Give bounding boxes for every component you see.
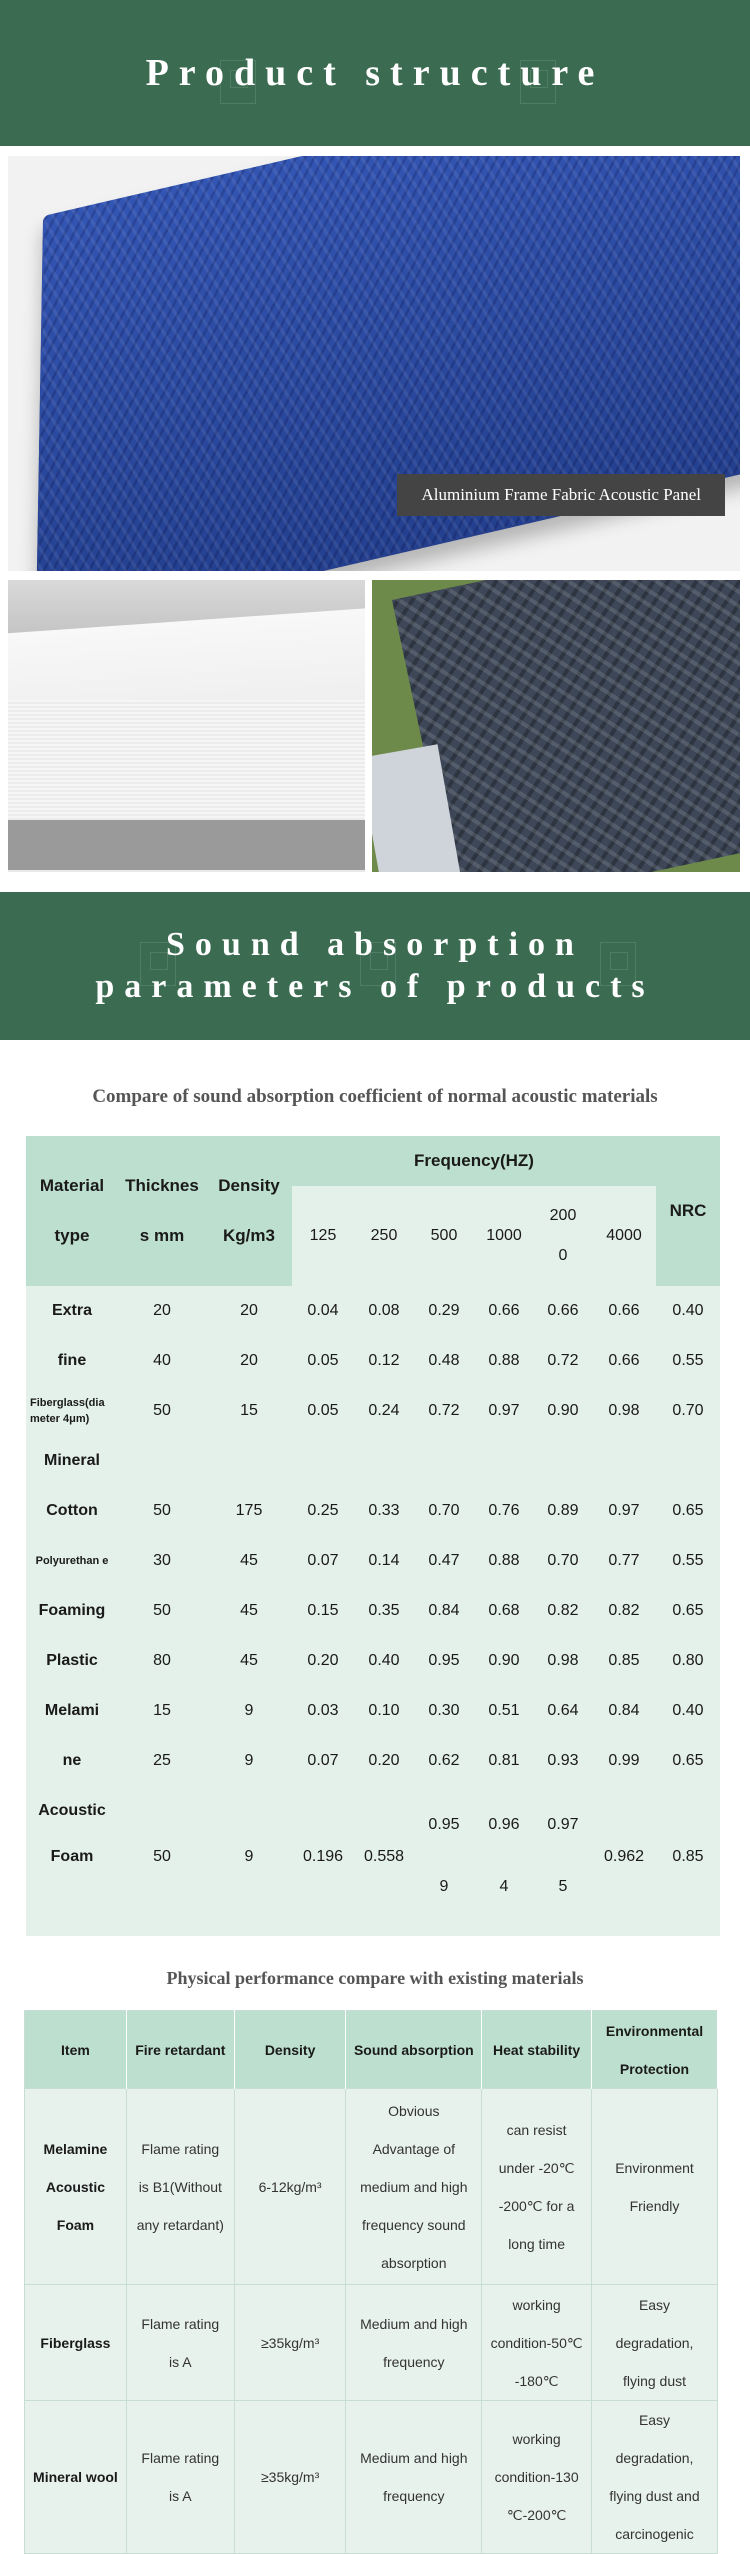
cell-value: 0.98 xyxy=(547,1652,579,1669)
watermark-logo xyxy=(140,942,176,986)
table-row xyxy=(26,1736,720,1786)
watermark-logo xyxy=(520,60,556,104)
cell-item: Mineral wool xyxy=(25,2401,127,2554)
cell-value-part: 0.97 xyxy=(547,1816,579,1833)
cell-thickness xyxy=(118,1436,206,1486)
cell-value: 0.97 xyxy=(608,1502,640,1519)
cell-fire: Flame rating is A xyxy=(126,2285,234,2401)
cell-value: 0.05 xyxy=(307,1352,339,1369)
cell-value: 0.62 xyxy=(428,1752,460,1769)
table-row xyxy=(26,1386,720,1436)
cell-nrc: 0.40 xyxy=(672,1302,704,1319)
table1-title: Compare of sound absorption coefficient of normal acoustic materials xyxy=(92,1086,658,1107)
cell-value-part: 0.95 xyxy=(428,1816,460,1833)
header-freq-500: 500 xyxy=(414,1186,474,1286)
cell-value: 0.962 xyxy=(603,1848,645,1865)
header-freq-1000: 1000 xyxy=(474,1186,534,1286)
table-row xyxy=(25,2285,718,2401)
cell-value: 0.84 xyxy=(608,1702,640,1719)
table-row xyxy=(26,1686,720,1736)
cell-thickness: 50 xyxy=(153,1502,171,1519)
cell-value: 0.97 xyxy=(488,1402,520,1419)
cell-density: ≥35kg/m³ xyxy=(234,2285,346,2401)
cell-material: Mineral xyxy=(43,1452,100,1469)
cell-value: 0.84 xyxy=(428,1602,460,1619)
section-title-line1: Sound absorption xyxy=(166,926,584,963)
cell-thickness: 20 xyxy=(153,1302,171,1319)
cell-value: 0.04 xyxy=(307,1302,339,1319)
cell-density xyxy=(206,1436,292,1486)
header-density-label: Density xyxy=(218,1176,280,1195)
cell-value xyxy=(414,1436,474,1486)
cell-density: ≥35kg/m³ xyxy=(234,2401,346,2554)
cell-item: Fiberglass xyxy=(25,2285,127,2401)
cell-value: 0.20 xyxy=(307,1652,339,1669)
cell-value: 0.35 xyxy=(368,1602,400,1619)
table2-title: Physical performance compare with existing materials xyxy=(166,1968,584,1988)
header-freq-125: 125 xyxy=(292,1186,354,1286)
cell-density: 9 xyxy=(244,1848,254,1865)
cell-nrc: 0.80 xyxy=(672,1652,704,1669)
cell-value: 0.82 xyxy=(608,1602,640,1619)
cell-thickness: 50 xyxy=(153,1602,171,1619)
cell-value xyxy=(354,1436,414,1486)
cell-value: 0.95 xyxy=(428,1652,460,1669)
cell-value: 0.81 xyxy=(488,1752,520,1769)
cell-density: 9 xyxy=(244,1702,254,1719)
cell-value-part: 0.96 xyxy=(488,1816,520,1833)
header-density xyxy=(206,1136,292,1286)
cell-value xyxy=(474,1436,534,1486)
cell-value: 0.99 xyxy=(608,1752,640,1769)
cell-value: 0.93 xyxy=(547,1752,579,1769)
foam-shadow xyxy=(8,820,365,870)
cell-value: 0.03 xyxy=(307,1702,339,1719)
cell-material: fine xyxy=(57,1352,87,1369)
cell-thickness: 30 xyxy=(153,1552,171,1569)
cell-density: 9 xyxy=(244,1752,254,1769)
cell-value: 0.25 xyxy=(307,1502,339,1519)
header-material-sub: type xyxy=(54,1226,90,1245)
cell-nrc: 0.65 xyxy=(672,1602,704,1619)
cell-nrc: 0.85 xyxy=(672,1848,704,1865)
cell-density: 20 xyxy=(240,1302,258,1319)
cell-heat: can resist under -20℃ -200℃ for a long time xyxy=(482,2089,592,2285)
cell-value: 0.10 xyxy=(368,1702,400,1719)
header-fire-retardant: Fire retardant xyxy=(126,2011,234,2089)
cell-value: 0.24 xyxy=(368,1402,400,1419)
table-row xyxy=(26,1786,720,1836)
cell-thickness: 50 xyxy=(153,1402,171,1419)
cell-value: 0.15 xyxy=(307,1602,339,1619)
cell-value: 0.08 xyxy=(368,1302,400,1319)
cell-value: 0.29 xyxy=(428,1302,460,1319)
cell-value: 0.89 xyxy=(547,1502,579,1519)
section-title: Product structure xyxy=(145,52,605,94)
cell-density: 15 xyxy=(240,1402,258,1419)
cell-thickness: 80 xyxy=(153,1652,171,1669)
table-row xyxy=(26,1486,720,1536)
header-material-label: Material xyxy=(39,1176,105,1195)
header-density: Density xyxy=(234,2011,346,2089)
sound-absorption-table xyxy=(26,1136,720,1936)
cell-value: 0.14 xyxy=(368,1552,400,1569)
table-row xyxy=(26,1286,720,1336)
header-material xyxy=(26,1136,118,1286)
cell-env: Easy degradation, flying dust and carcinogenic xyxy=(592,2401,718,2554)
cell-density: 45 xyxy=(240,1652,258,1669)
acoustic-panel-photo xyxy=(8,156,740,571)
watermark-logo xyxy=(220,60,256,104)
cell-value: 0.88 xyxy=(488,1352,520,1369)
cell-material: Melami xyxy=(44,1702,100,1719)
cell-nrc: 0.55 xyxy=(672,1552,704,1569)
cell-material: Polyurethan e xyxy=(35,1555,109,1567)
cell-value: 0.12 xyxy=(368,1352,400,1369)
cell-value: 0.82 xyxy=(547,1602,579,1619)
cell-value xyxy=(534,1816,592,1936)
cell-value: 0.98 xyxy=(608,1402,640,1419)
cell-thickness: 15 xyxy=(153,1702,171,1719)
cell-value: 0.88 xyxy=(488,1552,520,1569)
header-thickness xyxy=(118,1136,206,1286)
cell-material: Plastic xyxy=(46,1652,98,1669)
header-freq-4000: 4000 xyxy=(592,1186,656,1286)
header-frequency: Frequency(HZ) xyxy=(292,1136,656,1186)
cell-material: Foaming xyxy=(38,1602,106,1619)
header-freq-250: 250 xyxy=(354,1186,414,1286)
cell-value: 0.77 xyxy=(608,1552,640,1569)
table-row xyxy=(25,2089,718,2285)
header-sound-absorption: Sound absorption xyxy=(346,2011,482,2089)
cell-nrc: 0.65 xyxy=(672,1502,704,1519)
cell-value: 0.196 xyxy=(302,1848,344,1865)
cell-value: 0.90 xyxy=(547,1402,579,1419)
table-row xyxy=(25,2401,718,2554)
banner-product-structure xyxy=(0,0,750,146)
cell-density: 20 xyxy=(240,1352,258,1369)
header-freq-2000: 200 0 xyxy=(534,1186,592,1286)
cell-material: Fiberglass(dia meter 4μm) xyxy=(30,1397,105,1425)
cell-nrc: 0.40 xyxy=(672,1702,704,1719)
cell-value-part: 5 xyxy=(558,1878,568,1895)
cell-material: Extra xyxy=(51,1302,93,1319)
cell-nrc: 0.70 xyxy=(672,1402,704,1419)
cell-sound: Obvious Advantage of medium and high frequency sound absorption xyxy=(346,2089,482,2285)
section-title-line2: parameters of products xyxy=(95,968,655,1005)
cell-value: 0.66 xyxy=(608,1352,640,1369)
header-environmental-protection: Environmental Protection xyxy=(592,2011,718,2089)
table-row xyxy=(26,1336,720,1386)
cell-value: 0.85 xyxy=(608,1652,640,1669)
cell-value: 0.47 xyxy=(428,1552,460,1569)
header-item: Item xyxy=(25,2011,127,2089)
cell-thickness: 50 xyxy=(153,1848,171,1865)
table-row xyxy=(26,1536,720,1586)
cell-value: 0.70 xyxy=(547,1552,579,1569)
cell-value: 0.20 xyxy=(368,1752,400,1769)
cell-material: ne xyxy=(62,1752,82,1769)
cell-value-part: 4 xyxy=(499,1878,509,1895)
cell-value: 0.07 xyxy=(307,1552,339,1569)
table1-body xyxy=(26,1286,720,1936)
header-thickness-sub: s mm xyxy=(139,1226,185,1245)
cell-value xyxy=(534,1436,592,1486)
cell-value: 0.66 xyxy=(547,1302,579,1319)
banner-sound-absorption xyxy=(0,892,750,1040)
cell-material: Cotton xyxy=(46,1502,98,1519)
cell-value: 0.66 xyxy=(488,1302,520,1319)
cell-nrc: 0.55 xyxy=(672,1352,704,1369)
cell-value: 0.05 xyxy=(307,1402,339,1419)
cell-value: 0.76 xyxy=(488,1502,520,1519)
header-heat-stability: Heat stability xyxy=(482,2011,592,2089)
physical-performance-table xyxy=(24,2010,718,2554)
cell-heat: working condition-130 ℃-200℃ xyxy=(482,2401,592,2554)
watermark-logo xyxy=(360,942,396,986)
cell-value: 0.90 xyxy=(488,1652,520,1669)
watermark-logo xyxy=(600,942,636,986)
cell-item: Melamine Acoustic Foam xyxy=(25,2089,127,2285)
cell-value xyxy=(592,1436,656,1486)
cell-nrc xyxy=(656,1436,720,1486)
cell-nrc: 0.65 xyxy=(672,1752,704,1769)
cell-density: 6-12kg/m³ xyxy=(234,2089,346,2285)
cell-heat: working condition-50℃ -180℃ xyxy=(482,2285,592,2401)
foam-core-photo xyxy=(8,580,365,872)
cell-value-part: 9 xyxy=(439,1878,449,1895)
header-thickness-label: Thicknes xyxy=(125,1176,199,1195)
table-row xyxy=(26,1586,720,1636)
cell-density: 45 xyxy=(240,1602,258,1619)
cell-value: 0.558 xyxy=(363,1848,405,1865)
cell-material: Foam xyxy=(50,1848,94,1865)
header-nrc: NRC xyxy=(656,1136,720,1286)
cell-material: Acoustic xyxy=(38,1802,106,1819)
header-density-sub: Kg/m3 xyxy=(223,1226,275,1245)
cell-value xyxy=(474,1816,534,1936)
cell-value: 0.68 xyxy=(488,1602,520,1619)
cell-value: 0.66 xyxy=(608,1302,640,1319)
fabric-surface-photo xyxy=(372,580,740,872)
table-row xyxy=(26,1636,720,1686)
cell-value: 0.51 xyxy=(488,1702,520,1719)
cell-sound: Medium and high frequency xyxy=(346,2401,482,2554)
cell-value xyxy=(292,1436,354,1486)
cell-value: 0.70 xyxy=(428,1502,460,1519)
cell-density: 45 xyxy=(240,1552,258,1569)
cell-thickness: 40 xyxy=(153,1352,171,1369)
cell-fire: Flame rating is A xyxy=(126,2401,234,2554)
cell-value: 0.07 xyxy=(307,1752,339,1769)
cell-value: 0.30 xyxy=(428,1702,460,1719)
photo-caption: Aluminium Frame Fabric Acoustic Panel xyxy=(397,474,725,516)
cell-value: 0.72 xyxy=(547,1352,579,1369)
cell-value: 0.40 xyxy=(368,1652,400,1669)
cell-fire: Flame rating is B1(Without any retardant) xyxy=(126,2089,234,2285)
cell-thickness: 25 xyxy=(153,1752,171,1769)
cell-env: Environment Friendly xyxy=(592,2089,718,2285)
cell-env: Easy degradation, flying dust xyxy=(592,2285,718,2401)
table-row xyxy=(26,1436,720,1486)
cell-value: 0.33 xyxy=(368,1502,400,1519)
cell-sound: Medium and high frequency xyxy=(346,2285,482,2401)
cell-value xyxy=(414,1816,474,1936)
cell-value: 0.48 xyxy=(428,1352,460,1369)
cell-value: 0.72 xyxy=(428,1402,460,1419)
cell-density: 175 xyxy=(235,1502,263,1519)
cell-value: 0.64 xyxy=(547,1702,579,1719)
table-row xyxy=(26,1836,720,1936)
